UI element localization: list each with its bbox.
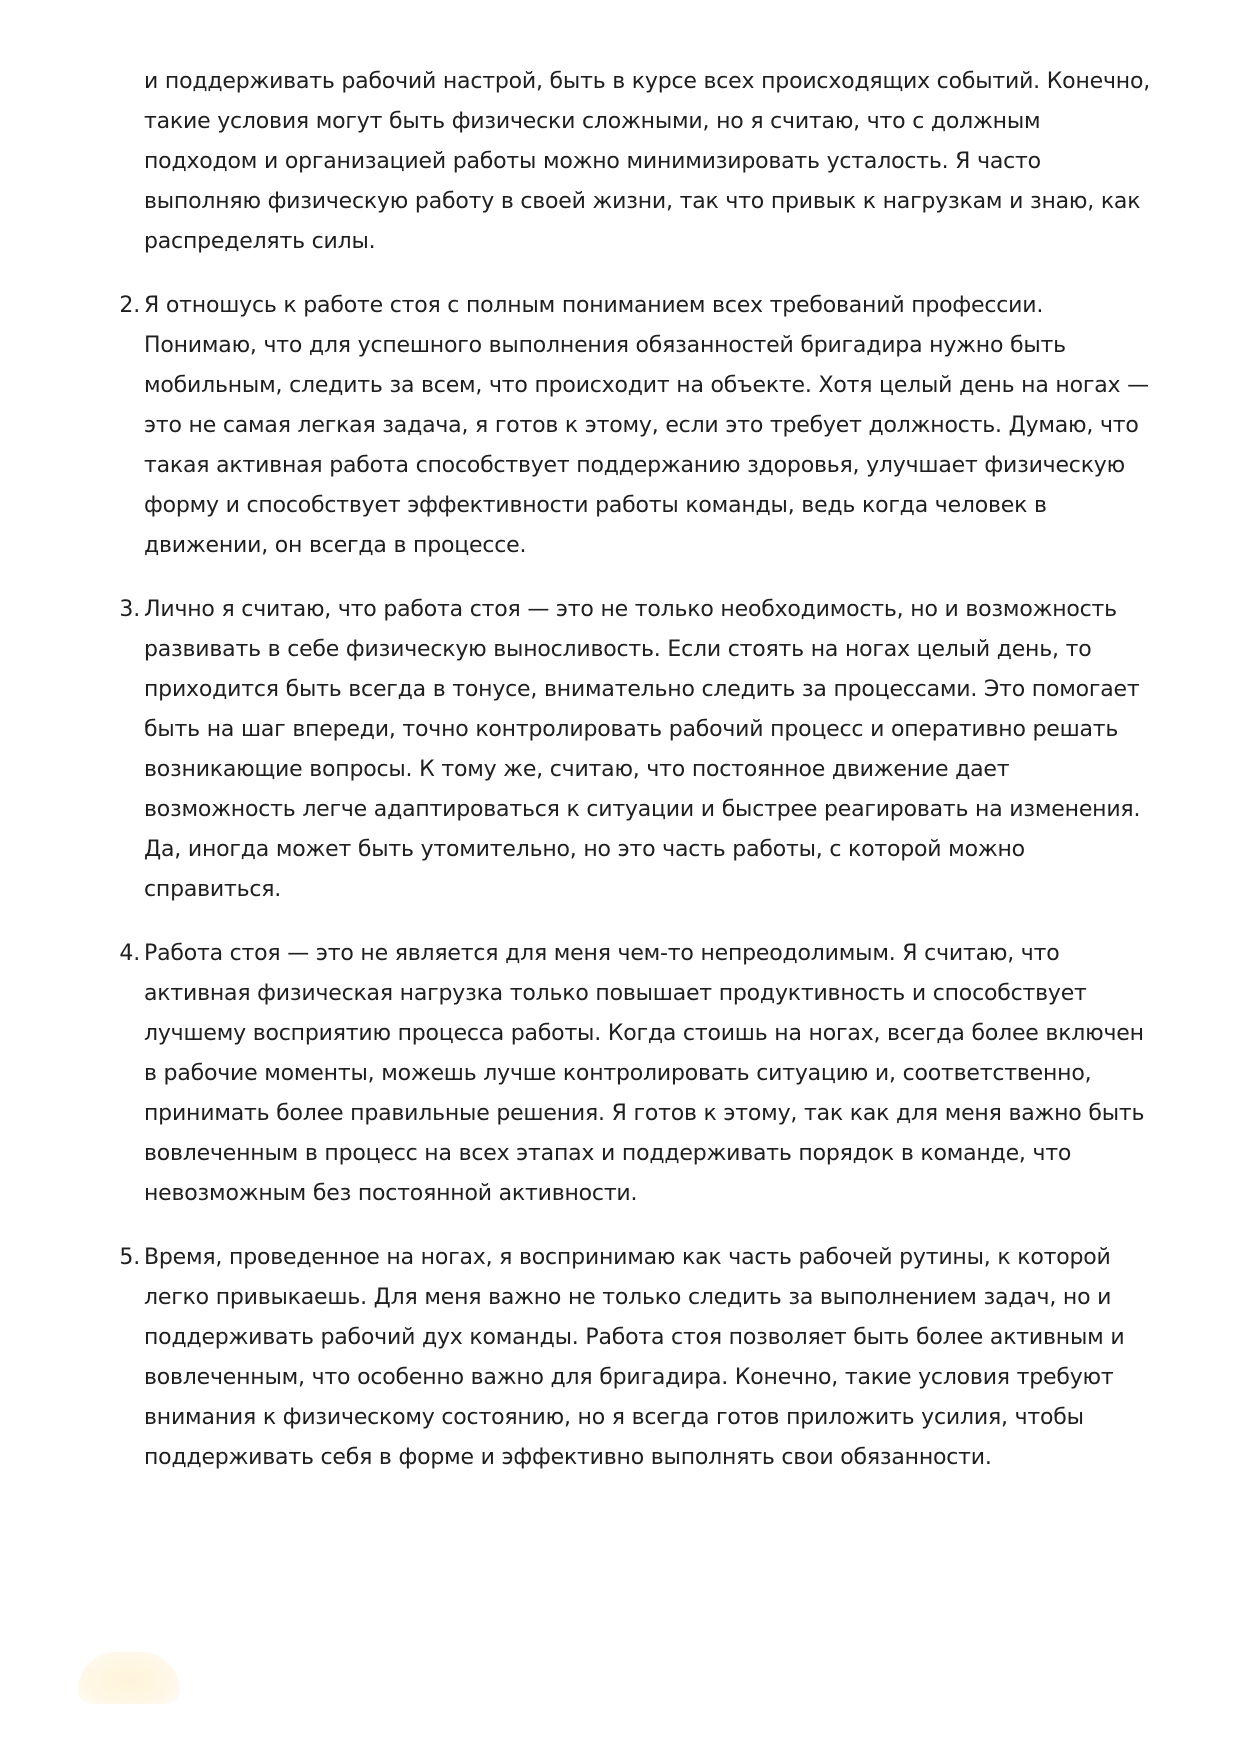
list-item-2 (114, 286, 1174, 566)
list-item-number: 3. (119, 597, 140, 622)
list-item-1-continuation (114, 62, 1174, 262)
document-body (114, 62, 1174, 1478)
list-item-text: Работа стоя — это не является для меня чем-то непреодолимым. Я считаю, что активная физическая нагрузка только повышает продуктивность и способствует лучшему восприятию процесса работы. Когда стоишь на ногах, всегда более включен в рабочие моменты, можешь лучше контролировать ситуацию и, соответственно, принимать более правильные решения. Я готов к этому, так как для меня важно быть вовлеченным в процесс на всех этапах и поддерживать порядок в команде, что невозможным без постоянной активности. (144, 941, 1145, 1206)
paragraph-gap (114, 566, 1174, 590)
list-item-4 (114, 934, 1174, 1214)
list-item-text: и поддерживать рабочий настрой, быть в курсе всех происходящих событий. Конечно, такие условия могут быть физически сложными, но я считаю, что с должным подходом и организацией работы можно минимизировать усталость. Я часто выполняю физическую работу в своей жизни, так что привык к нагрузкам и знаю, как распределять силы. (144, 69, 1151, 254)
list-item-text: Лично я считаю, что работа стоя — это не только необходимость, но и возможность развивать в себе физическую выносливость. Если стоять на ногах целый день, то приходится быть всегда в тонусе, внимательно следить за процессами. Это помогает быть на шаг впереди, точно контролировать рабочий процесс и оперативно решать возникающие вопросы. К тому же, считаю, что постоянное движение дает возможность легче адаптироваться к ситуации и быстрее реагировать на изменения. Да, иногда может быть утомительно, но это часть работы, с которой можно справиться. (144, 597, 1141, 902)
list-item-number: 2. (119, 293, 140, 318)
paragraph-gap (114, 910, 1174, 934)
list-item-text: Я отношусь к работе стоя с полным пониманием всех требований профессии. Понимаю, что для успешного выполнения обязанностей бригадира нужно быть мобильным, следить за всем, что происходит на объекте. Хотя целый день на ногах — это не самая легкая задача, я готов к этому, если это требует должность. Думаю, что такая активная работа способствует поддержанию здоровья, улучшает физическую форму и способствует эффективности работы команды, ведь когда человек в движении, он всегда в процессе. (144, 293, 1149, 558)
list-item-number: 4. (119, 941, 140, 966)
paragraph-gap (114, 1214, 1174, 1238)
list-item-3 (114, 590, 1174, 910)
decorative-blob (78, 1652, 180, 1704)
list-item-text: Время, проведенное на ногах, я воспринимаю как часть рабочей рутины, к которой легко привыкаешь. Для меня важно не только следить за выполнением задач, но и поддерживать рабочий дух команды. Работа стоя позволяет быть более активным и вовлеченным, что особенно важно для бригадира. Конечно, такие условия требуют внимания к физическому состоянию, но я всегда готов приложить усилия, чтобы поддерживать себя в форме и эффективно выполнять свои обязанности. (144, 1245, 1125, 1470)
list-item-5 (114, 1238, 1174, 1478)
paragraph-gap (114, 262, 1174, 286)
list-item-number: 5. (119, 1245, 140, 1270)
